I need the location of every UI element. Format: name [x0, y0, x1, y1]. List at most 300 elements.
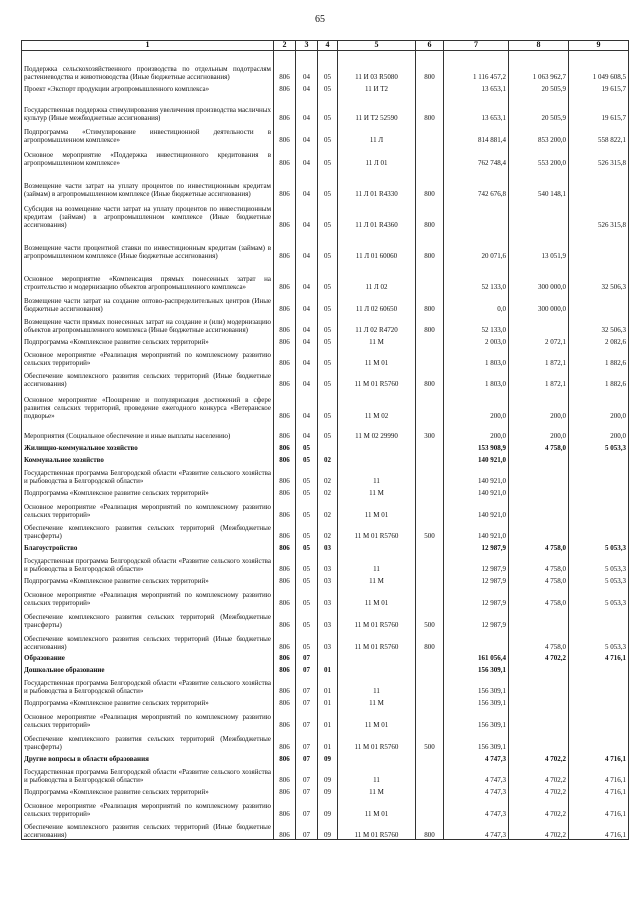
amount-year-3: 4 716,1 [569, 752, 629, 764]
item-description: Государственная программа Белгородской области «Развитие сельского хозяйства и рыбоводства в Белгородской области» [22, 553, 274, 574]
item-description: Жилищно-коммунальное хозяйство [22, 441, 274, 453]
code-section: 05 [296, 465, 318, 486]
amount-year-1: 156 309,1 [444, 696, 509, 708]
amount-year-2 [509, 696, 569, 708]
amount-year-2: 4 758,0 [509, 586, 569, 608]
page-number: 65 [315, 14, 325, 25]
code-section: 04 [296, 51, 318, 82]
amount-year-1: 140 921,0 [444, 453, 509, 465]
code-target: 11 Л [338, 123, 416, 145]
code-expense-type [416, 486, 444, 498]
code-expense-type: 800 [416, 230, 444, 261]
code-section: 07 [296, 663, 318, 675]
code-target [338, 441, 416, 453]
code-subsection: 05 [318, 314, 338, 335]
item-description: Основное мероприятие «Реализация мероприятий по комплексному развитию сельских территорий» [22, 347, 274, 368]
table-row [22, 347, 629, 368]
code-expense-type [416, 797, 444, 819]
amount-year-2 [509, 199, 569, 230]
code-target: 11 [338, 675, 416, 696]
amount-year-2: 1 872,1 [509, 347, 569, 368]
amount-year-3 [569, 730, 629, 752]
code-ministry: 806 [274, 553, 296, 574]
amount-year-1: 12 987,9 [444, 586, 509, 608]
amount-year-2: 4 758,0 [509, 541, 569, 553]
code-target: 11 Л 01 R4330 [338, 168, 416, 199]
code-target: 11 М 02 29990 [338, 421, 416, 441]
item-description: Основное мероприятие «Реализация мероприятий по комплексному развитию сельских территорий» [22, 797, 274, 819]
code-expense-type: 800 [416, 292, 444, 314]
code-expense-type: 500 [416, 730, 444, 752]
code-target: 11 Л 01 [338, 145, 416, 168]
amount-year-3: 5 053,3 [569, 574, 629, 586]
table-row [22, 708, 629, 730]
amount-year-2: 4 758,0 [509, 630, 569, 652]
code-expense-type [416, 453, 444, 465]
code-ministry: 806 [274, 51, 296, 82]
amount-year-3: 19 615,7 [569, 82, 629, 94]
item-description: Обеспечение комплексного развития сельских территорий (Иные бюджетные ассигнования) [22, 368, 274, 389]
table-row [22, 498, 629, 520]
code-expense-type [416, 389, 444, 421]
code-ministry: 806 [274, 819, 296, 840]
amount-year-2 [509, 314, 569, 335]
code-section: 07 [296, 752, 318, 764]
amount-year-1: 12 987,9 [444, 541, 509, 553]
item-description: Подпрограмма «Комплексное развитие сельских территорий» [22, 335, 274, 347]
amount-year-1 [444, 630, 509, 652]
code-ministry: 806 [274, 82, 296, 94]
table-row [22, 335, 629, 347]
column-header: 2 [274, 41, 296, 51]
amount-year-1: 161 056,4 [444, 652, 509, 663]
code-section: 05 [296, 453, 318, 465]
table-row [22, 819, 629, 840]
column-header: 4 [318, 41, 338, 51]
code-subsection: 02 [318, 453, 338, 465]
code-ministry: 806 [274, 752, 296, 764]
code-ministry: 806 [274, 123, 296, 145]
amount-year-2: 4 758,0 [509, 553, 569, 574]
amount-year-2 [509, 663, 569, 675]
table-row [22, 586, 629, 608]
amount-year-2 [509, 498, 569, 520]
amount-year-3 [569, 292, 629, 314]
item-description: Государственная программа Белгородской области «Развитие сельского хозяйства и рыбоводства в Белгородской области» [22, 465, 274, 486]
code-ministry: 806 [274, 335, 296, 347]
amount-year-3: 4 716,1 [569, 819, 629, 840]
amount-year-1: 4 747,3 [444, 752, 509, 764]
code-ministry: 806 [274, 441, 296, 453]
table-body [22, 51, 629, 840]
amount-year-3 [569, 465, 629, 486]
code-subsection: 01 [318, 696, 338, 708]
amount-year-2: 300 000,0 [509, 292, 569, 314]
code-subsection: 05 [318, 82, 338, 94]
table-row [22, 785, 629, 797]
code-subsection: 05 [318, 168, 338, 199]
code-expense-type [416, 675, 444, 696]
header-row [22, 41, 629, 51]
code-expense-type: 800 [416, 630, 444, 652]
table-row [22, 441, 629, 453]
code-expense-type: 800 [416, 199, 444, 230]
amount-year-1: 742 676,8 [444, 168, 509, 199]
code-expense-type: 300 [416, 421, 444, 441]
code-ministry: 806 [274, 292, 296, 314]
amount-year-3: 526 315,8 [569, 145, 629, 168]
code-section: 07 [296, 708, 318, 730]
amount-year-1: 4 747,3 [444, 797, 509, 819]
amount-year-1: 1 803,0 [444, 347, 509, 368]
amount-year-2 [509, 453, 569, 465]
amount-year-1: 140 921,0 [444, 486, 509, 498]
code-section: 05 [296, 541, 318, 553]
code-section: 04 [296, 94, 318, 123]
code-target: 11 Л 02 60650 [338, 292, 416, 314]
code-subsection: 02 [318, 486, 338, 498]
code-target [338, 752, 416, 764]
code-expense-type [416, 696, 444, 708]
amount-year-2: 540 148,1 [509, 168, 569, 199]
code-section: 07 [296, 652, 318, 663]
code-ministry: 806 [274, 389, 296, 421]
amount-year-3 [569, 696, 629, 708]
code-expense-type [416, 261, 444, 292]
amount-year-3: 1 049 608,5 [569, 51, 629, 82]
code-expense-type [416, 347, 444, 368]
amount-year-3: 5 053,3 [569, 441, 629, 453]
item-description: Основное мероприятие «Реализация мероприятий по комплексному развитию сельских территорий» [22, 708, 274, 730]
code-section: 04 [296, 230, 318, 261]
code-expense-type: 500 [416, 608, 444, 630]
amount-year-1: 762 748,4 [444, 145, 509, 168]
amount-year-1: 4 747,3 [444, 819, 509, 840]
amount-year-2: 4 758,0 [509, 441, 569, 453]
table-row [22, 292, 629, 314]
code-subsection: 05 [318, 261, 338, 292]
amount-year-1 [444, 199, 509, 230]
amount-year-1: 12 987,9 [444, 608, 509, 630]
amount-year-2: 20 505,9 [509, 94, 569, 123]
amount-year-3: 200,0 [569, 389, 629, 421]
code-subsection: 05 [318, 421, 338, 441]
code-subsection: 02 [318, 498, 338, 520]
amount-year-2: 853 200,0 [509, 123, 569, 145]
code-target: 11 [338, 553, 416, 574]
code-subsection [318, 652, 338, 663]
amount-year-1: 2 003,0 [444, 335, 509, 347]
amount-year-1: 156 309,1 [444, 663, 509, 675]
code-subsection: 01 [318, 730, 338, 752]
code-target: 11 М 01 R5760 [338, 819, 416, 840]
code-ministry: 806 [274, 797, 296, 819]
code-section: 05 [296, 520, 318, 541]
code-expense-type [416, 785, 444, 797]
code-target: 11 М 01 [338, 797, 416, 819]
amount-year-1: 140 921,0 [444, 520, 509, 541]
item-description: Возмещение части процентной ставки по инвестиционным кредитам (займам) в агропромышленном комплексе (Иные бюджетные ассигнования) [22, 230, 274, 261]
code-target: 11 М [338, 335, 416, 347]
column-header: 1 [22, 41, 274, 51]
amount-year-2 [509, 486, 569, 498]
code-subsection: 03 [318, 586, 338, 608]
code-section: 04 [296, 335, 318, 347]
item-description: Основное мероприятие «Компенсация прямых понесенных затрат на строительство и модернизацию объектов агропромышленного комплекса» [22, 261, 274, 292]
amount-year-3 [569, 486, 629, 498]
code-expense-type [416, 335, 444, 347]
amount-year-3 [569, 230, 629, 261]
amount-year-2: 300 000,0 [509, 261, 569, 292]
amount-year-2 [509, 520, 569, 541]
code-ministry: 806 [274, 168, 296, 199]
table-row [22, 797, 629, 819]
amount-year-3: 200,0 [569, 421, 629, 441]
item-description: Образование [22, 652, 274, 663]
code-ministry: 806 [274, 520, 296, 541]
code-section: 04 [296, 168, 318, 199]
code-subsection: 09 [318, 785, 338, 797]
amount-year-2: 553 200,0 [509, 145, 569, 168]
code-ministry: 806 [274, 586, 296, 608]
amount-year-3: 5 053,3 [569, 541, 629, 553]
table-row [22, 541, 629, 553]
amount-year-3 [569, 498, 629, 520]
amount-year-3 [569, 608, 629, 630]
code-ministry: 806 [274, 314, 296, 335]
code-ministry: 806 [274, 145, 296, 168]
code-section: 05 [296, 608, 318, 630]
item-description: Коммунальное хозяйство [22, 453, 274, 465]
code-subsection: 01 [318, 663, 338, 675]
code-subsection: 02 [318, 520, 338, 541]
code-target [338, 652, 416, 663]
code-ministry: 806 [274, 574, 296, 586]
amount-year-3: 5 053,3 [569, 630, 629, 652]
code-subsection: 03 [318, 553, 338, 574]
amount-year-1: 20 071,6 [444, 230, 509, 261]
amount-year-3: 4 716,1 [569, 764, 629, 785]
code-expense-type [416, 586, 444, 608]
amount-year-2: 4 702,2 [509, 819, 569, 840]
column-header: 6 [416, 41, 444, 51]
code-subsection: 05 [318, 94, 338, 123]
amount-year-3: 32 506,3 [569, 261, 629, 292]
code-subsection: 05 [318, 230, 338, 261]
table-row [22, 82, 629, 94]
amount-year-1: 1 116 457,2 [444, 51, 509, 82]
item-description: Поддержка сельскохозяйственного производства по отдельным подотраслям растениеводства и животноводства (Иные бюджетные ассигнования) [22, 51, 274, 82]
amount-year-1: 13 653,1 [444, 94, 509, 123]
amount-year-2: 4 702,2 [509, 797, 569, 819]
amount-year-2 [509, 708, 569, 730]
amount-year-2: 200,0 [509, 389, 569, 421]
code-expense-type: 800 [416, 51, 444, 82]
code-section: 07 [296, 675, 318, 696]
code-ministry: 806 [274, 498, 296, 520]
code-target [338, 453, 416, 465]
code-section: 07 [296, 764, 318, 785]
item-description: Проект «Экспорт продукции агропромышленного комплекса» [22, 82, 274, 94]
code-section: 04 [296, 421, 318, 441]
code-subsection [318, 441, 338, 453]
amount-year-1: 200,0 [444, 389, 509, 421]
code-ministry: 806 [274, 675, 296, 696]
code-expense-type [416, 465, 444, 486]
code-target: 11 М 01 [338, 586, 416, 608]
code-subsection: 03 [318, 630, 338, 652]
amount-year-1: 156 309,1 [444, 675, 509, 696]
code-ministry: 806 [274, 368, 296, 389]
table-row [22, 696, 629, 708]
code-target: 11 И Т2 [338, 82, 416, 94]
item-description: Обеспечение комплексного развития сельских территорий (Межбюджетные трансферты) [22, 608, 274, 630]
table-row [22, 730, 629, 752]
code-section: 04 [296, 347, 318, 368]
amount-year-2 [509, 675, 569, 696]
code-section: 05 [296, 441, 318, 453]
code-expense-type [416, 541, 444, 553]
code-ministry: 806 [274, 453, 296, 465]
code-subsection: 05 [318, 51, 338, 82]
code-section: 07 [296, 730, 318, 752]
code-expense-type [416, 498, 444, 520]
amount-year-3 [569, 675, 629, 696]
item-description: Обеспечение комплексного развития сельских территорий (Иные бюджетные ассигнования) [22, 819, 274, 840]
item-description: Субсидия на возмещение части затрат на уплату процентов по инвестиционным кредитам (займам) в агропромышленном комплексе (Иные бюджетные ассигнования) [22, 199, 274, 230]
code-ministry: 806 [274, 730, 296, 752]
amount-year-1: 1 803,0 [444, 368, 509, 389]
code-ministry: 806 [274, 652, 296, 663]
amount-year-2 [509, 608, 569, 630]
code-target: 11 И 03 R5080 [338, 51, 416, 82]
amount-year-2 [509, 465, 569, 486]
code-target: 11 М 01 [338, 347, 416, 368]
code-subsection: 05 [318, 389, 338, 421]
amount-year-1: 156 309,1 [444, 730, 509, 752]
code-expense-type [416, 708, 444, 730]
amount-year-1: 153 908,9 [444, 441, 509, 453]
amount-year-3: 4 716,1 [569, 797, 629, 819]
table-row [22, 389, 629, 421]
amount-year-2: 4 758,0 [509, 574, 569, 586]
code-subsection: 01 [318, 708, 338, 730]
code-subsection: 03 [318, 574, 338, 586]
amount-year-2: 4 702,2 [509, 764, 569, 785]
table-row [22, 145, 629, 168]
code-target: 11 М [338, 574, 416, 586]
item-description: Обеспечение комплексного развития сельских территорий (Иные бюджетные ассигнования) [22, 630, 274, 652]
item-description: Обеспечение комплексного развития сельских территорий (Межбюджетные трансферты) [22, 520, 274, 541]
code-ministry: 806 [274, 230, 296, 261]
code-subsection: 03 [318, 608, 338, 630]
table-row [22, 368, 629, 389]
code-expense-type: 500 [416, 520, 444, 541]
code-expense-type [416, 145, 444, 168]
code-ministry: 806 [274, 421, 296, 441]
code-target: 11 М 01 [338, 708, 416, 730]
item-description: Возмещение части затрат на уплату процентов по инвестиционным кредитам (займам) в агропромышленном комплексе (Иные бюджетные ассигнования) [22, 168, 274, 199]
code-expense-type [416, 553, 444, 574]
item-description: Благоустройство [22, 541, 274, 553]
amount-year-3: 526 315,8 [569, 199, 629, 230]
amount-year-3: 19 615,7 [569, 94, 629, 123]
code-section: 04 [296, 292, 318, 314]
code-expense-type [416, 652, 444, 663]
amount-year-1: 156 309,1 [444, 708, 509, 730]
item-description: Государственная программа Белгородской области «Развитие сельского хозяйства и рыбоводства в Белгородской области» [22, 764, 274, 785]
table-row [22, 94, 629, 123]
code-target: 11 М [338, 696, 416, 708]
item-description: Дошкольное образование [22, 663, 274, 675]
code-target: 11 М 01 R5760 [338, 608, 416, 630]
table-row [22, 675, 629, 696]
amount-year-1: 814 881,4 [444, 123, 509, 145]
code-section: 05 [296, 630, 318, 652]
code-target: 11 М 02 [338, 389, 416, 421]
code-ministry: 806 [274, 608, 296, 630]
code-target: 11 М 01 [338, 498, 416, 520]
code-target: 11 И Т2 52590 [338, 94, 416, 123]
code-target: 11 [338, 465, 416, 486]
column-header: 8 [509, 41, 569, 51]
table-row [22, 51, 629, 82]
code-expense-type [416, 663, 444, 675]
code-ministry: 806 [274, 465, 296, 486]
code-ministry: 806 [274, 541, 296, 553]
item-description: Подпрограмма «Комплексное развитие сельских территорий» [22, 785, 274, 797]
code-ministry: 806 [274, 486, 296, 498]
amount-year-2: 1 872,1 [509, 368, 569, 389]
code-subsection: 05 [318, 145, 338, 168]
code-section: 07 [296, 785, 318, 797]
code-subsection: 05 [318, 335, 338, 347]
amount-year-2: 200,0 [509, 421, 569, 441]
item-description: Основное мероприятие «Поддержка инвестиционного кредитования в агропромышленном комплексе» [22, 145, 274, 168]
column-header: 3 [296, 41, 318, 51]
amount-year-2: 4 702,2 [509, 785, 569, 797]
code-subsection: 09 [318, 752, 338, 764]
code-subsection: 09 [318, 819, 338, 840]
code-section: 05 [296, 486, 318, 498]
amount-year-3 [569, 520, 629, 541]
table-row [22, 453, 629, 465]
code-subsection: 03 [318, 541, 338, 553]
item-description: Основное мероприятие «Реализация мероприятий по комплексному развитию сельских территорий» [22, 498, 274, 520]
table-row [22, 553, 629, 574]
code-target: 11 [338, 764, 416, 785]
code-ministry: 806 [274, 630, 296, 652]
table-row [22, 123, 629, 145]
code-ministry: 806 [274, 347, 296, 368]
code-expense-type: 800 [416, 368, 444, 389]
column-header: 5 [338, 41, 416, 51]
amount-year-1: 0,0 [444, 292, 509, 314]
amount-year-3: 5 053,3 [569, 553, 629, 574]
item-description: Подпрограмма «Комплексное развитие сельских территорий» [22, 696, 274, 708]
code-ministry: 806 [274, 94, 296, 123]
code-section: 04 [296, 199, 318, 230]
item-description: Другие вопросы в области образования [22, 752, 274, 764]
code-section: 05 [296, 586, 318, 608]
table-row [22, 630, 629, 652]
column-header: 7 [444, 41, 509, 51]
code-subsection: 05 [318, 123, 338, 145]
item-description: Основное мероприятие «Реализация мероприятий по комплексному развитию сельских территорий» [22, 586, 274, 608]
amount-year-1: 4 747,3 [444, 785, 509, 797]
amount-year-2: 4 702,2 [509, 752, 569, 764]
amount-year-3: 4 716,1 [569, 652, 629, 663]
